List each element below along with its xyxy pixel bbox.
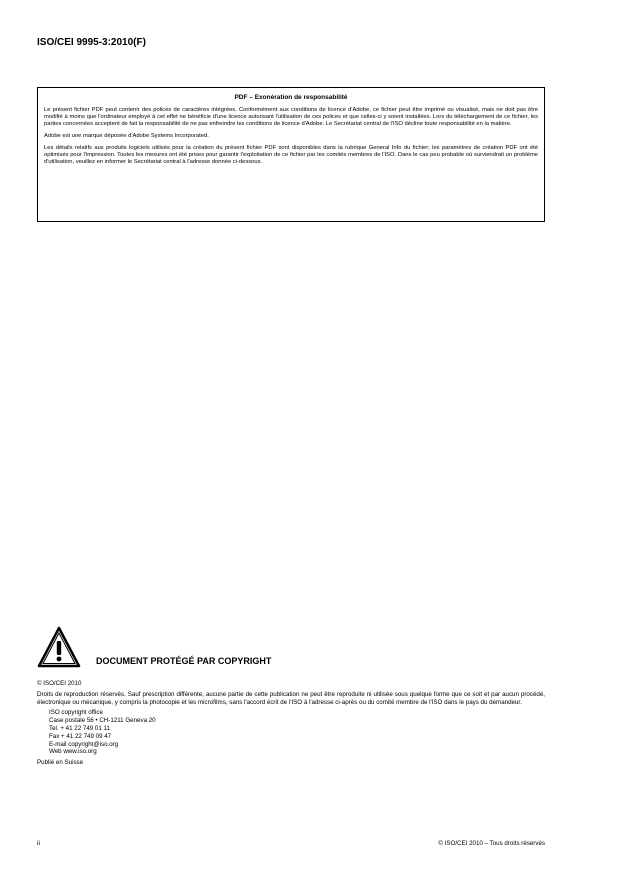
- disclaimer-paragraph: Les détails relatifs aux produits logiciels utilisés pour la création du présent fichier PDF sont disponibles dans la rubrique General Info du fichier; les paramètres de création PDF ont été optimisés pour l'impression. Toutes les mesures ont été prises pour garantir l'exploitation de ce fichier par les comités membres de l'ISO. Dans le cas peu probable où surviendrait un problème d'utilisation, veuillez en informer le Secrétariat central à l'adresse donnée ci-dessous.: [44, 145, 538, 165]
- address-line: Fax + 41 22 749 09 47: [49, 732, 112, 740]
- web-line: Web www.iso.org: [49, 748, 97, 756]
- pdf-disclaimer-box: [37, 87, 545, 222]
- page-number: ii: [37, 840, 40, 847]
- disclaimer-paragraph: Adobe est une marque déposée d'Adobe Systems Incorporated.: [44, 133, 209, 139]
- copyright-section: [37, 680, 545, 767]
- iso-address: [37, 709, 545, 756]
- rights-statement: Droits de reproduction réservés. Sauf prescription différente, aucune partie de cette publication ne peut être reproduite ni utilisée sous quelque forme que ce soit et par aucun procédé, électronique ou mécanique, y compris la photocopie et les microfilms, sans l'accord écrit de l'ISO à l'adresse ci-après ou du comité membre de l'ISO dans le pays du demandeur.: [37, 690, 545, 706]
- document-reference: ISO/CEI 9995-3:2010(F): [37, 37, 146, 48]
- copyright-heading: DOCUMENT PROTÉGÉ PAR COPYRIGHT: [96, 656, 272, 666]
- address-line: ISO copyright office: [49, 709, 103, 717]
- copyright-notice: © ISO/CEI 2010: [37, 680, 82, 687]
- email-line: E-mail copyright@iso.org: [49, 740, 119, 748]
- published-in: Publié en Suisse: [37, 759, 84, 767]
- disclaimer-paragraph: Le présent fichier PDF peut contenir des polices de caractères intégrées. Conformément aux conditions de licence d'Adobe, ce fichier peut être imprimé ou visualisé, mais ne doit pas être modifié à moins que l'ordinateur employé à cet effet ne bénéficie d'une licence autorisant l'utilisation de ces polices et que celles-ci y soient installées. Lors du téléchargement de ce fichier, les parties concernées acceptent de fait la responsabilité de ne pas enfreindre les conditions de licence d'Adobe. Le Secrétariat central de l'ISO décline toute responsabilité en la matière.: [44, 107, 538, 127]
- warning-triangle-icon: [37, 626, 81, 668]
- address-line: Tel. + 41 22 749 01 11: [49, 724, 110, 732]
- footer-copyright: © ISO/CEI 2010 – Tous droits réservés: [438, 840, 545, 847]
- disclaimer-title: PDF – Exonération de responsabilité: [234, 94, 348, 101]
- address-line: Case postale 56 • CH-1211 Geneva 20: [49, 717, 156, 725]
